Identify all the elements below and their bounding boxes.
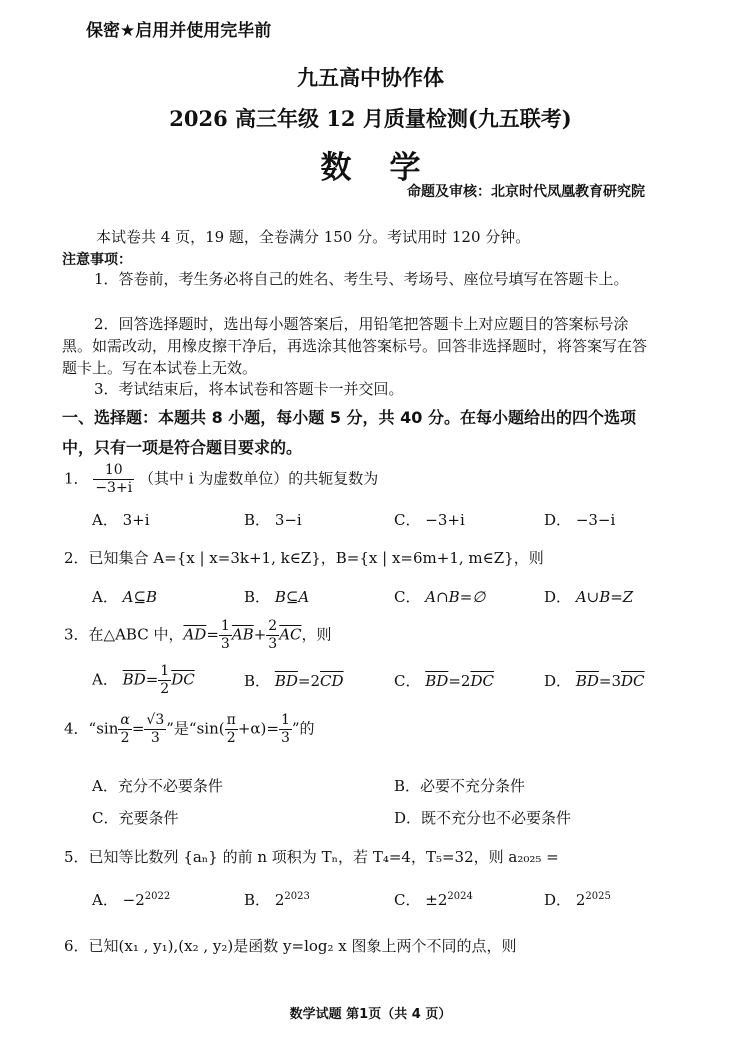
notice-item-2: 2．回答选择题时，选出每小题答案后，用铅笔把答题卡上对应题目的答案标号涂黑。如需改动，用橡皮擦干净后，再选涂其他答案标号。回答非选择题时，将答案写在答题卡上。写在本试卷上无效。 [62, 315, 648, 377]
q1-option-d: D． −3−i [544, 511, 616, 529]
confidential-mark [86, 16, 271, 41]
fraction: $\frac{10}{-3+i}$ [95, 462, 133, 496]
question-number: 1． [64, 469, 89, 488]
author-line: 命题及审核：北京时代凤凰教育研究院 [407, 184, 645, 200]
vector-ad: $\overline{AD}$ [183, 625, 207, 644]
question-5 [64, 846, 559, 867]
question-text: （其中 i 为虚数单位）的共轭复数为 [138, 469, 379, 488]
q3-option-d: D． $\overline{BD}=3\overline{DC}$ [544, 672, 645, 690]
q4-option-a: A．充分不必要条件 [92, 777, 223, 795]
q2-option-b: B． B⊆A [244, 588, 310, 606]
question-number: 4． [64, 719, 89, 738]
question-4: 4．“sin $\frac{\alpha}{2}$ = $\frac{√3}{3}$ ”是“sin( $\frac{\pi}{2}$ +α)= $\frac{1}{3}$ ”的 [64, 712, 315, 746]
question-text: 已知集合 A={x | x=3k+1, k∈Z}，B={x | x=6m+1, m∈Z}，则 [88, 549, 544, 567]
question-number: 2． [64, 549, 89, 567]
question-number: 3． [64, 625, 89, 644]
question-2 [64, 547, 544, 568]
q3-option-a: A． $\overline{BD}=$ $\frac{1}{2}$ $\overline{DC}$ [92, 663, 195, 697]
q4-option-b: B．必要不充分条件 [394, 777, 526, 795]
notice-item-3: 3．考试结束后，将本试卷和答题卡一并交回。 [94, 380, 404, 398]
q5-option-c: C． $\pm 2^{2024}$ [394, 891, 473, 909]
q4-option-d: D．既不充分也不必要条件 [394, 809, 572, 827]
question-6 [64, 935, 517, 956]
question-number: 5． [64, 848, 89, 866]
notice-title: 注意事项： [62, 252, 132, 268]
confidential-text: 保密 [86, 21, 120, 41]
organization-title: 九五高中协作体 [297, 65, 444, 90]
q1-option-a: A． 3+i [92, 511, 150, 529]
q1-option-c: C． −3+i [394, 511, 465, 529]
q5-option-a: A． $-2^{2022}$ [92, 891, 171, 909]
q3-option-c: C． $\overline{BD}=2\overline{DC}$ [394, 672, 494, 690]
q2-option-a: A． A⊆B [92, 588, 158, 606]
confidential-text-2: 启用并使用完毕前 [135, 21, 272, 41]
question-3: 3．在△ABC 中，$\overline{AD}=$ $\frac{1}{3}$ $\overline{AB}+$ $\frac{2}{3}$ $\overline{AC}$，则 [64, 618, 332, 652]
page-footer: 数学试题 第1页（共 4 页） [289, 1007, 452, 1022]
q4-option-c: C．充要条件 [92, 809, 179, 827]
q2-option-d: D． A∪B=Z [544, 588, 634, 606]
q5-option-d: D． $2^{2025}$ [544, 891, 611, 909]
q1-option-b: B． 3−i [244, 511, 302, 529]
question-text: 已知(x₁ , y₁),(x₂ , y₂)是函数 y=log₂ x 图象上两个不同的点，则 [88, 937, 517, 955]
subject-title: 数学 [320, 150, 459, 186]
question-1 [64, 462, 378, 497]
vector-ac: $\overline{AC}$ [279, 625, 302, 644]
section-heading: 一、选择题：本题共 8 小题，每小题 5 分，共 40 分。在每小题给出的四个选项中，只有一项是符合题目要求的。 [62, 408, 636, 457]
notice-item-1: 1．答卷前，考生务必将自己的姓名、考生号、考场号、座位号填写在答题卡上。 [94, 270, 629, 288]
exam-title: 2026 高三年级 12 月质量检测(九五联考) [169, 106, 572, 131]
q3-option-b: B． $\overline{BD}=2\overline{CD}$ [244, 672, 344, 690]
exam-intro: 本试卷共 4 页，19 题，全卷满分 150 分。考试用时 120 分钟。 [96, 228, 531, 246]
q5-option-b: B． $2^{2023}$ [244, 891, 310, 909]
star-icon: ★ [120, 21, 136, 41]
vector-ab: $\overline{AB}$ [231, 625, 254, 644]
q2-option-c: C． A∩B=∅ [394, 588, 486, 606]
question-text: 已知等比数列 {aₙ} 的前 n 项积为 Tₙ，若 T₄=4，T₅=32，则 a₂₀₂₅ = [88, 848, 559, 866]
question-number: 6． [64, 937, 89, 955]
